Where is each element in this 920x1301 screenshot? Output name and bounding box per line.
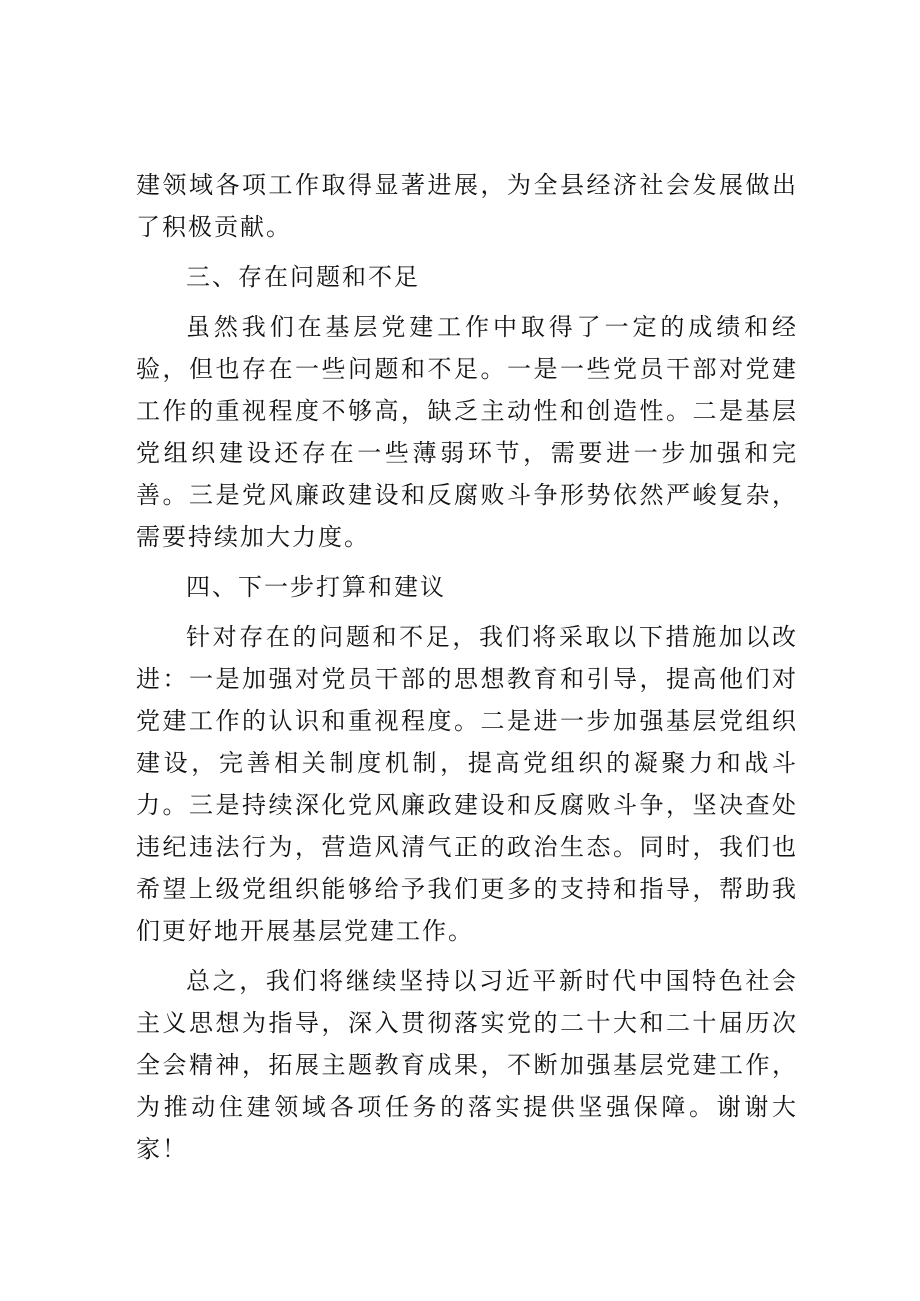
section-heading-problems: 三、存在问题和不足 [186, 263, 420, 291]
continuation-paragraph: 建领域各项工作取得显著进展，为全县经济社会发展做出了积极贡献。 [136, 171, 798, 241]
section-heading-next-steps: 四、下一步打算和建议 [186, 573, 446, 601]
document-body [136, 164, 798, 1178]
paragraph-conclusion: 总之，我们将继续坚持以习近平新时代中国特色社会主义思想为指导，深入贯彻落实党的二十大和二十届历次全会精神，拓展主题教育成果，不断加强基层党建工作，为推动住建领域各项任务的落实提供坚强保障。谢谢大家！ [136, 967, 798, 1163]
paragraph-problems: 虽然我们在基层党建工作中取得了一定的成绩和经验，但也存在一些问题和不足。一是一些党员干部对党建工作的重视程度不够高，缺乏主动性和创造性。二是基层党组织建设还存在一些薄弱环节，需要进一步加强和完善。三是党风廉政建设和反腐败斗争形势依然严峻复杂，需要持续加大力度。 [136, 313, 798, 551]
paragraph-next-steps: 针对存在的问题和不足，我们将采取以下措施加以改进：一是加强对党员干部的思想教育和引导，提高他们对党建工作的认识和重视程度。二是进一步加强基层党组织建设，完善相关制度机制，提高党组织的凝聚力和战斗力。三是持续深化党风廉政建设和反腐败斗争，坚决查处违纪违法行为，营造风清气正的政治生态。同时，我们也希望上级党组织能够给予我们更多的支持和指导，帮助我们更好地开展基层党建工作。 [136, 623, 798, 945]
